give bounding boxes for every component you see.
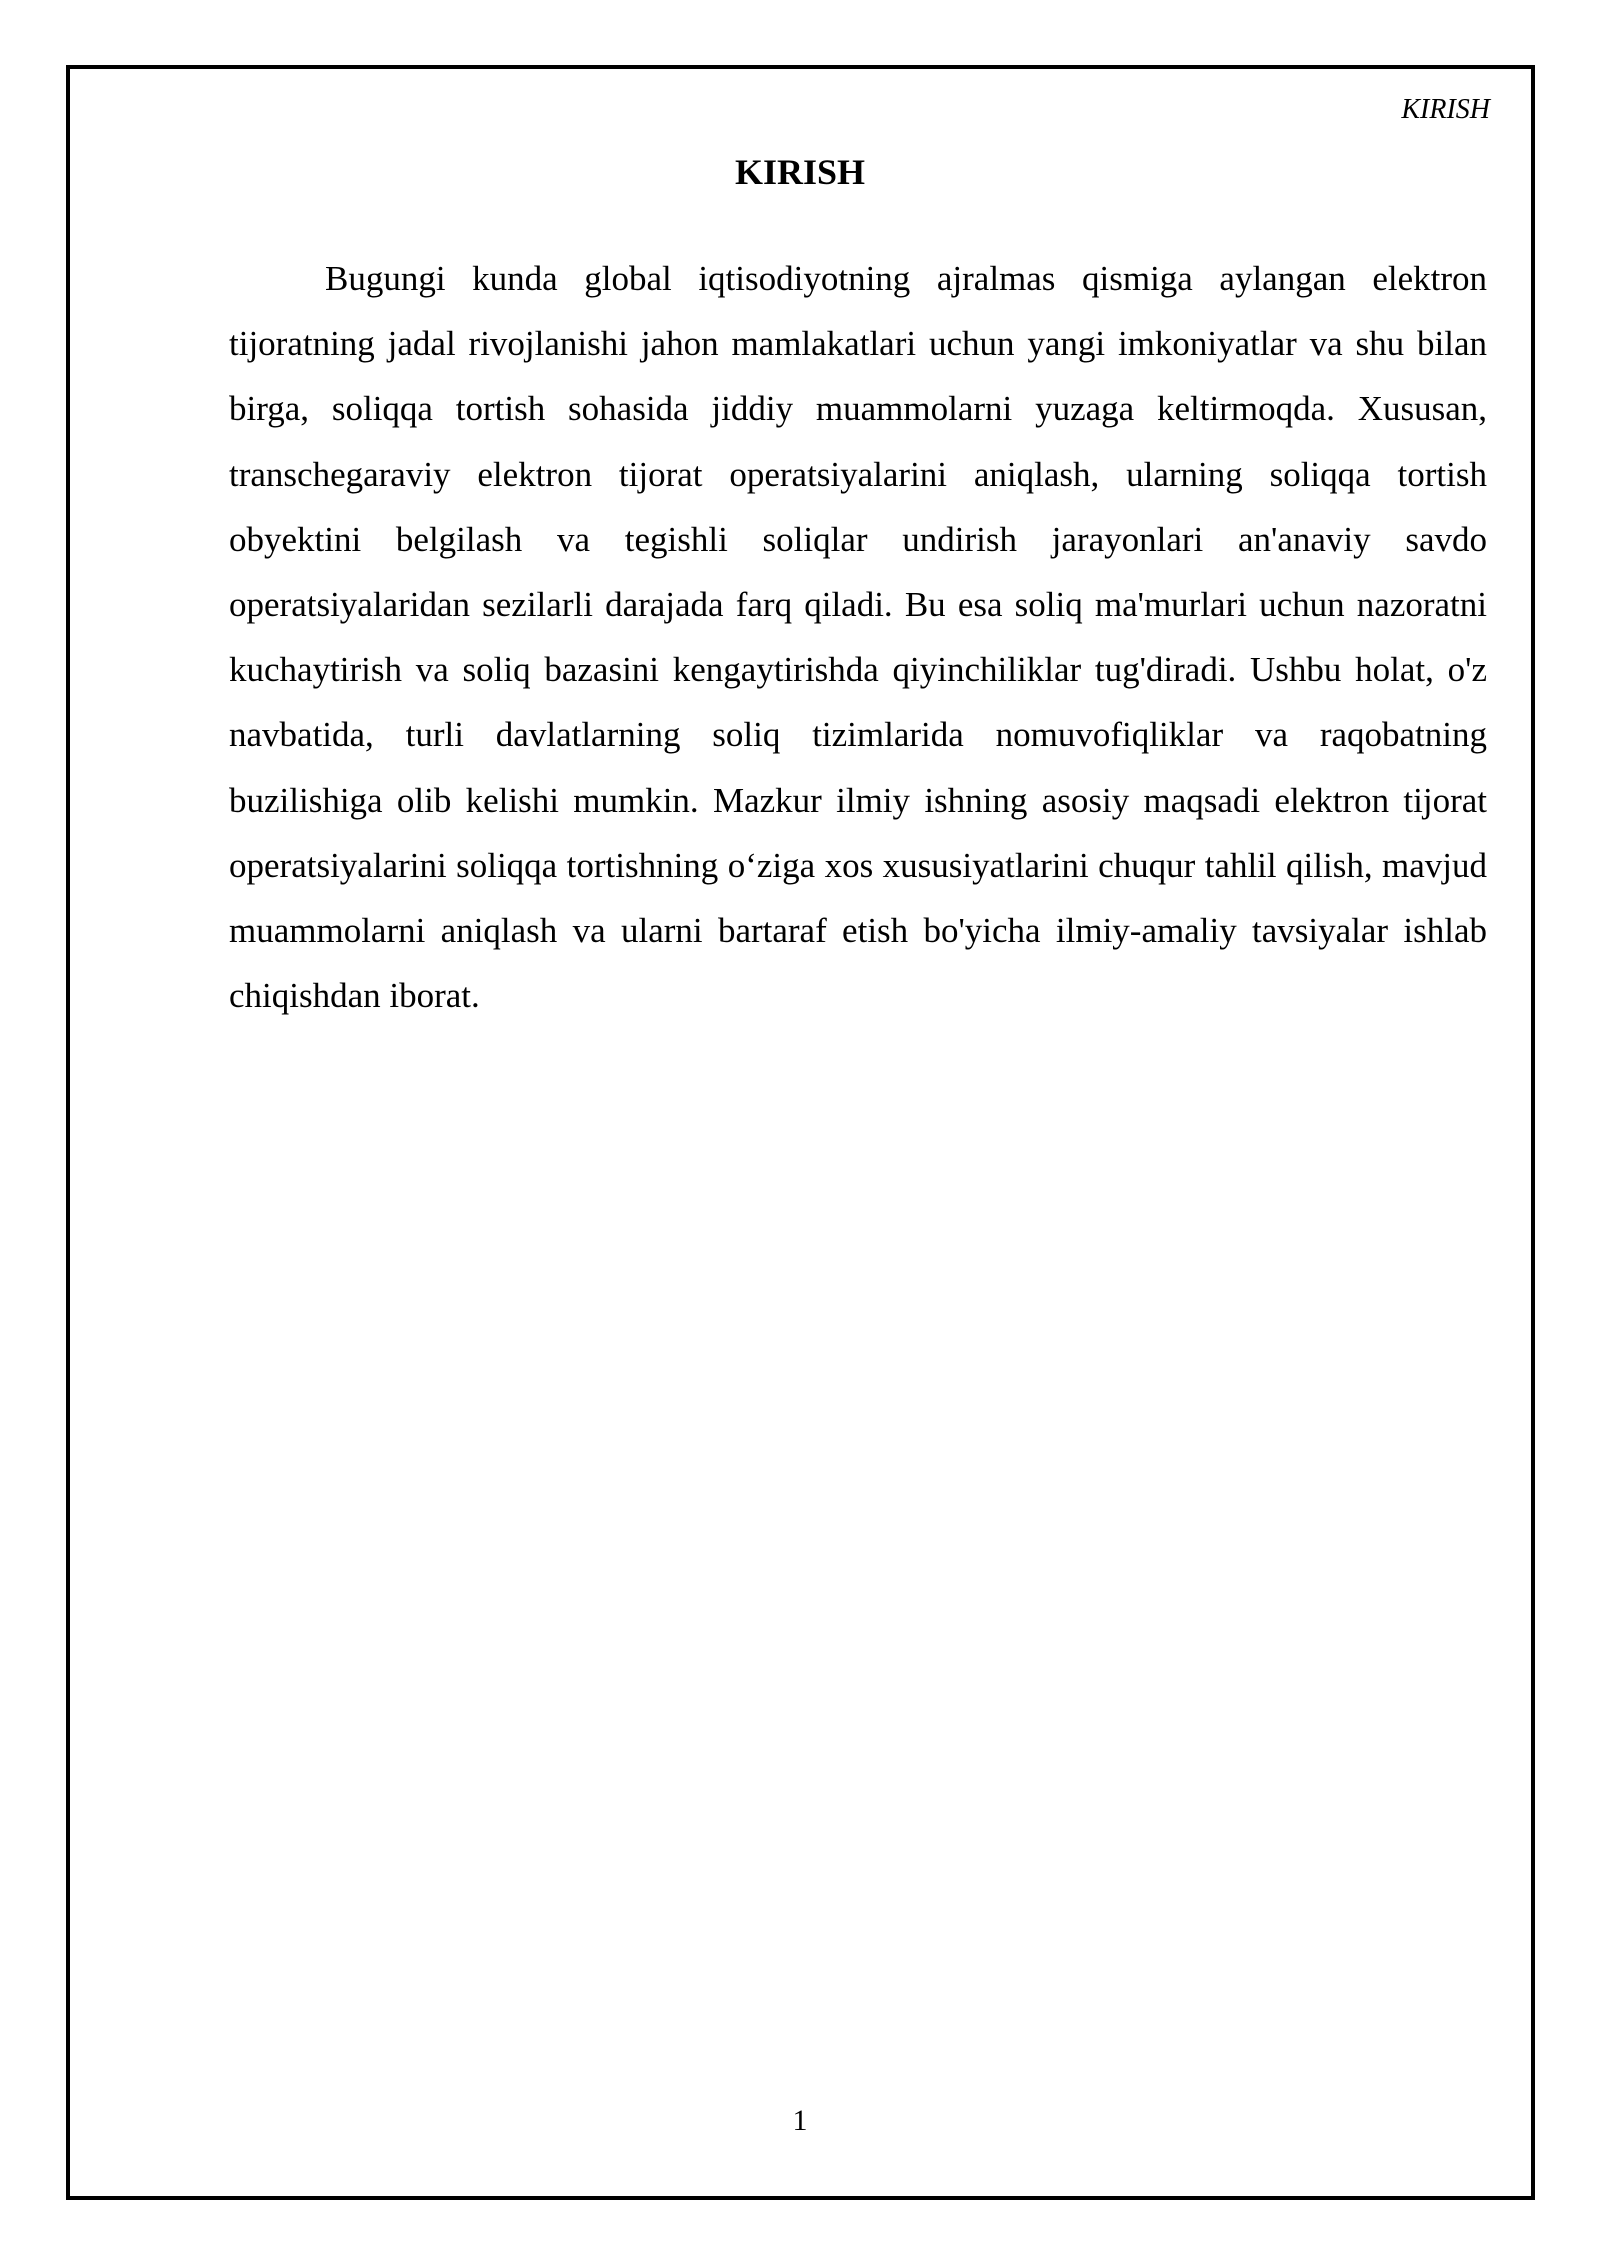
page-title: KIRISH — [734, 152, 866, 192]
page-number: 1 — [792, 2104, 808, 2137]
body-paragraph: Bugungi kunda global iqtisodiyotning ajralmas qismiga aylangan elektron tijoratning jadal rivojlanishi jahon mamlakatlari uchun yangi imkoniyatlar va shu bilan birga, soliqqa tortish sohasida jiddiy muammolarni yuzaga keltirmoqda. Xususan, transchegaraviy elektron tijorat operatsiyalarini aniqlash, ularning soliqqa tortish obyektini belgilash va tegishli soliqlar undirish jarayonlari an'anaviy savdo operatsiyalaridan sezilarli darajada farq qiladi. Bu esa soliq ma'murlari uchun nazoratni kuchaytirish va soliq bazasini kengaytirishda qiyinchiliklar tug'diradi. Ushbu holat, o'z navbatida, turli davlatlarning soliq tizimlarida nomuvofiqliklar va raqobatning buzilishiga olib kelishi mumkin. Mazkur ilmiy ishning asosiy maqsadi elektron tijorat operatsiyalarini soliqqa tortishning o‘ziga xos xususiyatlarini chuqur tahlil qilish, mavjud muammolarni aniqlash va ularni bartaraf etish bo'yicha ilmiy-amaliy tavsiyalar ishlab chiqishdan iborat. — [229, 259, 1487, 1016]
running-header: KIRISH — [1401, 94, 1490, 125]
